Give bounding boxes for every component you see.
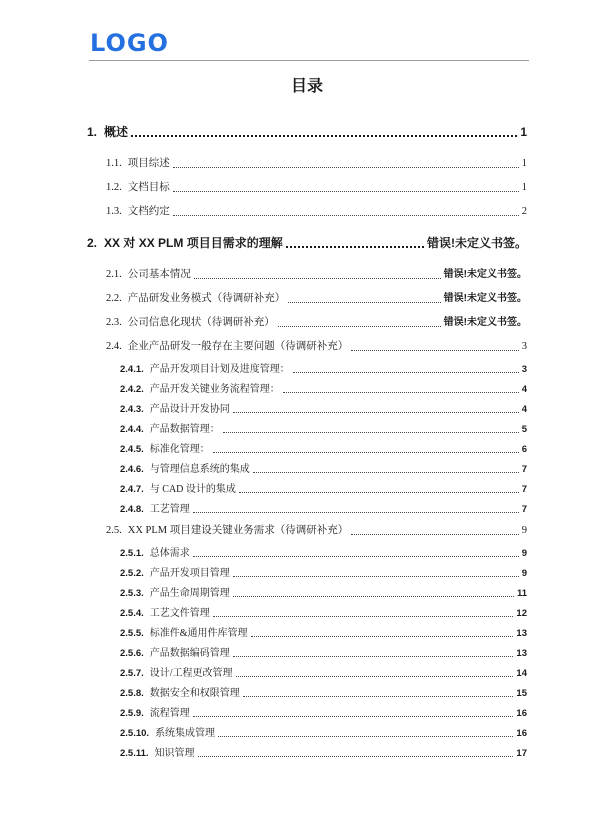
toc-entry-number: 2.5. — [106, 525, 122, 536]
toc-dot-leader — [218, 736, 513, 737]
toc-dot-leader — [243, 696, 514, 697]
toc-entry-number: 2.4.7. — [120, 483, 144, 495]
toc-entry-page: 11 — [516, 587, 527, 599]
toc-entry[interactable] — [87, 423, 527, 436]
toc-dot-leader — [236, 676, 514, 677]
toc-dot-leader — [351, 350, 519, 351]
toc-entry[interactable] — [87, 687, 527, 700]
toc-entry[interactable] — [87, 647, 527, 660]
toc-entry-title: 产品生命周期管理 — [149, 587, 230, 599]
toc-entry-title: 设计/工程更改管理 — [149, 667, 233, 679]
toc-entry-page: 9 — [521, 525, 527, 536]
toc-dot-leader — [193, 556, 519, 557]
toc-entry-number: 2.5.4. — [120, 607, 144, 619]
toc-entry-page: 2 — [521, 206, 527, 217]
toc-dot-leader — [351, 534, 518, 535]
toc-entry-title: 流程管理 — [149, 707, 190, 719]
toc-entry-title: 产品数据编码管理 — [149, 647, 230, 659]
toc-entry-title: 公司信息化现状（待调研补充） — [127, 317, 275, 328]
toc-entry[interactable] — [87, 707, 527, 720]
toc-entry-number: 1.2. — [106, 182, 122, 193]
toc-entry-page: 1 — [520, 125, 527, 139]
toc-entry-page: 6 — [521, 443, 527, 455]
toc-entry[interactable] — [87, 463, 527, 476]
toc-dot-leader — [288, 302, 440, 303]
header-divider — [89, 60, 529, 61]
toc-entry-page: 15 — [516, 687, 527, 699]
toc-entry-title: 总体需求 — [149, 547, 190, 559]
toc-dot-leader — [173, 167, 519, 168]
toc-entry-number: 2.5.11. — [120, 747, 149, 759]
toc-entry-title: 概述 — [104, 125, 129, 139]
toc-entry-number: 2.4. — [106, 341, 122, 352]
toc-entry-title: 数据安全和权限管理 — [149, 687, 240, 699]
toc-entry[interactable] — [87, 667, 527, 680]
toc-entry-error-ref: 错误!未定义书签。 — [443, 317, 527, 328]
toc-entry-number: 1.1. — [106, 158, 122, 169]
toc-dot-leader — [194, 278, 441, 279]
toc-dot-leader — [198, 756, 514, 757]
toc-entry-number: 2.4.1. — [120, 363, 144, 375]
toc-entry-title: 企业产品研发一般存在主要问题（待调研补充） — [127, 341, 349, 352]
toc-dot-leader — [251, 636, 514, 637]
toc-entry-number: 2.4.5. — [120, 443, 144, 455]
toc-entry-title: XX PLM 项目建设关键业务需求（待调研补充） — [127, 525, 349, 536]
toc-entry-number: 2.5.2. — [120, 567, 144, 579]
toc-entry[interactable] — [87, 747, 527, 760]
toc-entry[interactable] — [87, 727, 527, 740]
toc-entry-page: 3 — [521, 363, 527, 375]
toc-entry[interactable] — [87, 483, 527, 496]
toc-entry-title: 工艺管理 — [149, 503, 190, 515]
toc-entry-title: 产品开发项目管理 — [149, 567, 230, 579]
toc-entry-number: 2.1. — [106, 269, 122, 280]
toc-entry-page: 1 — [521, 182, 527, 193]
toc-entry-page: 7 — [521, 483, 527, 495]
toc-entry[interactable] — [87, 383, 527, 396]
toc-entry-page: 13 — [516, 647, 527, 659]
toc-dot-leader — [293, 372, 519, 373]
toc-dot-leader — [173, 191, 519, 192]
toc-entry-number: 2.5.3. — [120, 587, 144, 599]
toc-entry-title: 产品开发项目计划及进度管理： — [149, 363, 290, 375]
toc-entry-number: 2.5.10. — [120, 727, 150, 739]
toc-dot-leader — [233, 412, 519, 413]
toc-entry-number: 2.5.1. — [120, 547, 144, 559]
toc-entry-title: 产品数据管理： — [149, 423, 220, 435]
toc-entry[interactable] — [87, 292, 527, 306]
toc-entry-error-ref: 错误!未定义书签。 — [427, 236, 527, 250]
toc-entry-number: 2.4.8. — [120, 503, 144, 515]
toc-entry-number: 2.5.8. — [120, 687, 144, 699]
toc-entry-error-ref: 错误!未定义书签。 — [443, 269, 527, 280]
toc-entry-number: 2.5.6. — [120, 647, 144, 659]
toc-entry-page: 16 — [516, 727, 527, 739]
toc-dot-leader — [278, 326, 441, 327]
toc-entry[interactable] — [87, 268, 527, 282]
toc-entry-title: 文档目标 — [127, 182, 170, 193]
toc-entry-error-ref: 错误!未定义书签。 — [443, 293, 527, 304]
toc-dot-leader — [233, 656, 514, 657]
toc-entry-page: 14 — [516, 667, 527, 679]
toc-dot-leader — [239, 492, 519, 493]
toc-entry-title: 公司基本情况 — [127, 269, 191, 280]
toc-entry[interactable] — [87, 235, 527, 251]
toc-entry-page: 5 — [521, 423, 527, 435]
toc-entry-title: 知识管理 — [154, 747, 195, 759]
toc-dot-leader — [286, 246, 424, 248]
toc-dot-leader — [193, 512, 519, 513]
toc-entry-number: 2.2. — [106, 293, 122, 304]
toc-entry[interactable] — [87, 503, 527, 516]
toc-entry-title: 标准件&通用件库管理 — [149, 627, 248, 639]
toc-entry-number: 1.3. — [106, 206, 122, 217]
toc-dot-leader — [213, 616, 514, 617]
toc-entry[interactable] — [87, 443, 527, 456]
toc-dot-leader — [233, 596, 514, 597]
toc-entry-number: 2.3. — [106, 317, 122, 328]
toc-entry-page: 9 — [521, 567, 527, 579]
toc-entry-title: 产品设计开发协同 — [149, 403, 230, 415]
toc-dot-leader — [131, 135, 517, 137]
company-logo: LOGO — [90, 29, 169, 57]
toc-entry-title: 项目综述 — [127, 158, 170, 169]
toc-entry[interactable] — [87, 547, 527, 560]
toc-entry-page: 13 — [516, 627, 527, 639]
toc-entry-page: 16 — [516, 707, 527, 719]
toc-entry-page: 7 — [521, 503, 527, 515]
toc-entry-number: 2.4.6. — [120, 463, 144, 475]
toc-entry-page: 3 — [521, 341, 527, 352]
toc-title: 目录 — [290, 78, 323, 95]
toc-entry[interactable] — [87, 340, 527, 354]
toc-entry-title: 文档约定 — [127, 206, 170, 217]
toc-list — [87, 113, 527, 763]
toc-entry-number: 2. — [87, 236, 98, 250]
toc-entry[interactable] — [87, 567, 527, 580]
toc-entry[interactable] — [87, 587, 527, 600]
toc-entry-number: 2.4.2. — [120, 383, 144, 395]
toc-entry-number: 2.4.4. — [120, 423, 144, 435]
toc-entry-page: 7 — [521, 463, 527, 475]
toc-entry-page: 12 — [516, 607, 527, 619]
toc-entry[interactable] — [87, 181, 527, 195]
toc-entry-number: 2.5.5. — [120, 627, 144, 639]
toc-entry-number: 1. — [87, 125, 98, 139]
toc-entry[interactable] — [87, 524, 527, 538]
toc-entry[interactable] — [87, 403, 527, 416]
toc-dot-leader — [223, 432, 519, 433]
toc-entry-title: 与 CAD 设计的集成 — [149, 483, 236, 495]
toc-entry-title: 标准化管理： — [149, 443, 210, 455]
toc-entry-number: 2.5.9. — [120, 707, 144, 719]
toc-dot-leader — [173, 215, 519, 216]
toc-entry-title: 与管理信息系统的集成 — [149, 463, 250, 475]
toc-dot-leader — [233, 576, 519, 577]
toc-entry-page: 4 — [521, 403, 527, 415]
toc-entry[interactable] — [87, 316, 527, 330]
toc-dot-leader — [283, 392, 519, 393]
toc-entry[interactable] — [87, 124, 527, 140]
toc-entry-title: 产品开发关键业务流程管理： — [149, 383, 280, 395]
toc-entry-page: 9 — [521, 547, 527, 559]
toc-entry[interactable] — [87, 205, 527, 219]
toc-dot-leader — [253, 472, 519, 473]
toc-entry-number: 2.4.3. — [120, 403, 144, 415]
toc-dot-leader — [193, 716, 514, 717]
toc-entry-page: 17 — [516, 747, 527, 759]
toc-entry-page: 4 — [521, 383, 527, 395]
toc-entry-number: 2.5.7. — [120, 667, 144, 679]
toc-entry-title: 系统集成管理 — [155, 727, 216, 739]
toc-entry-title: XX 对 XX PLM 项目目需求的理解 — [104, 236, 283, 250]
toc-entry[interactable] — [87, 363, 527, 376]
toc-dot-leader — [213, 452, 519, 453]
toc-entry-title: 工艺文件管理 — [149, 607, 210, 619]
toc-entry-page: 1 — [521, 158, 527, 169]
toc-entry[interactable] — [87, 607, 527, 620]
toc-entry-title: 产品研发业务模式（待调研补充） — [127, 293, 286, 304]
toc-entry[interactable] — [87, 627, 527, 640]
toc-entry[interactable] — [87, 157, 527, 171]
